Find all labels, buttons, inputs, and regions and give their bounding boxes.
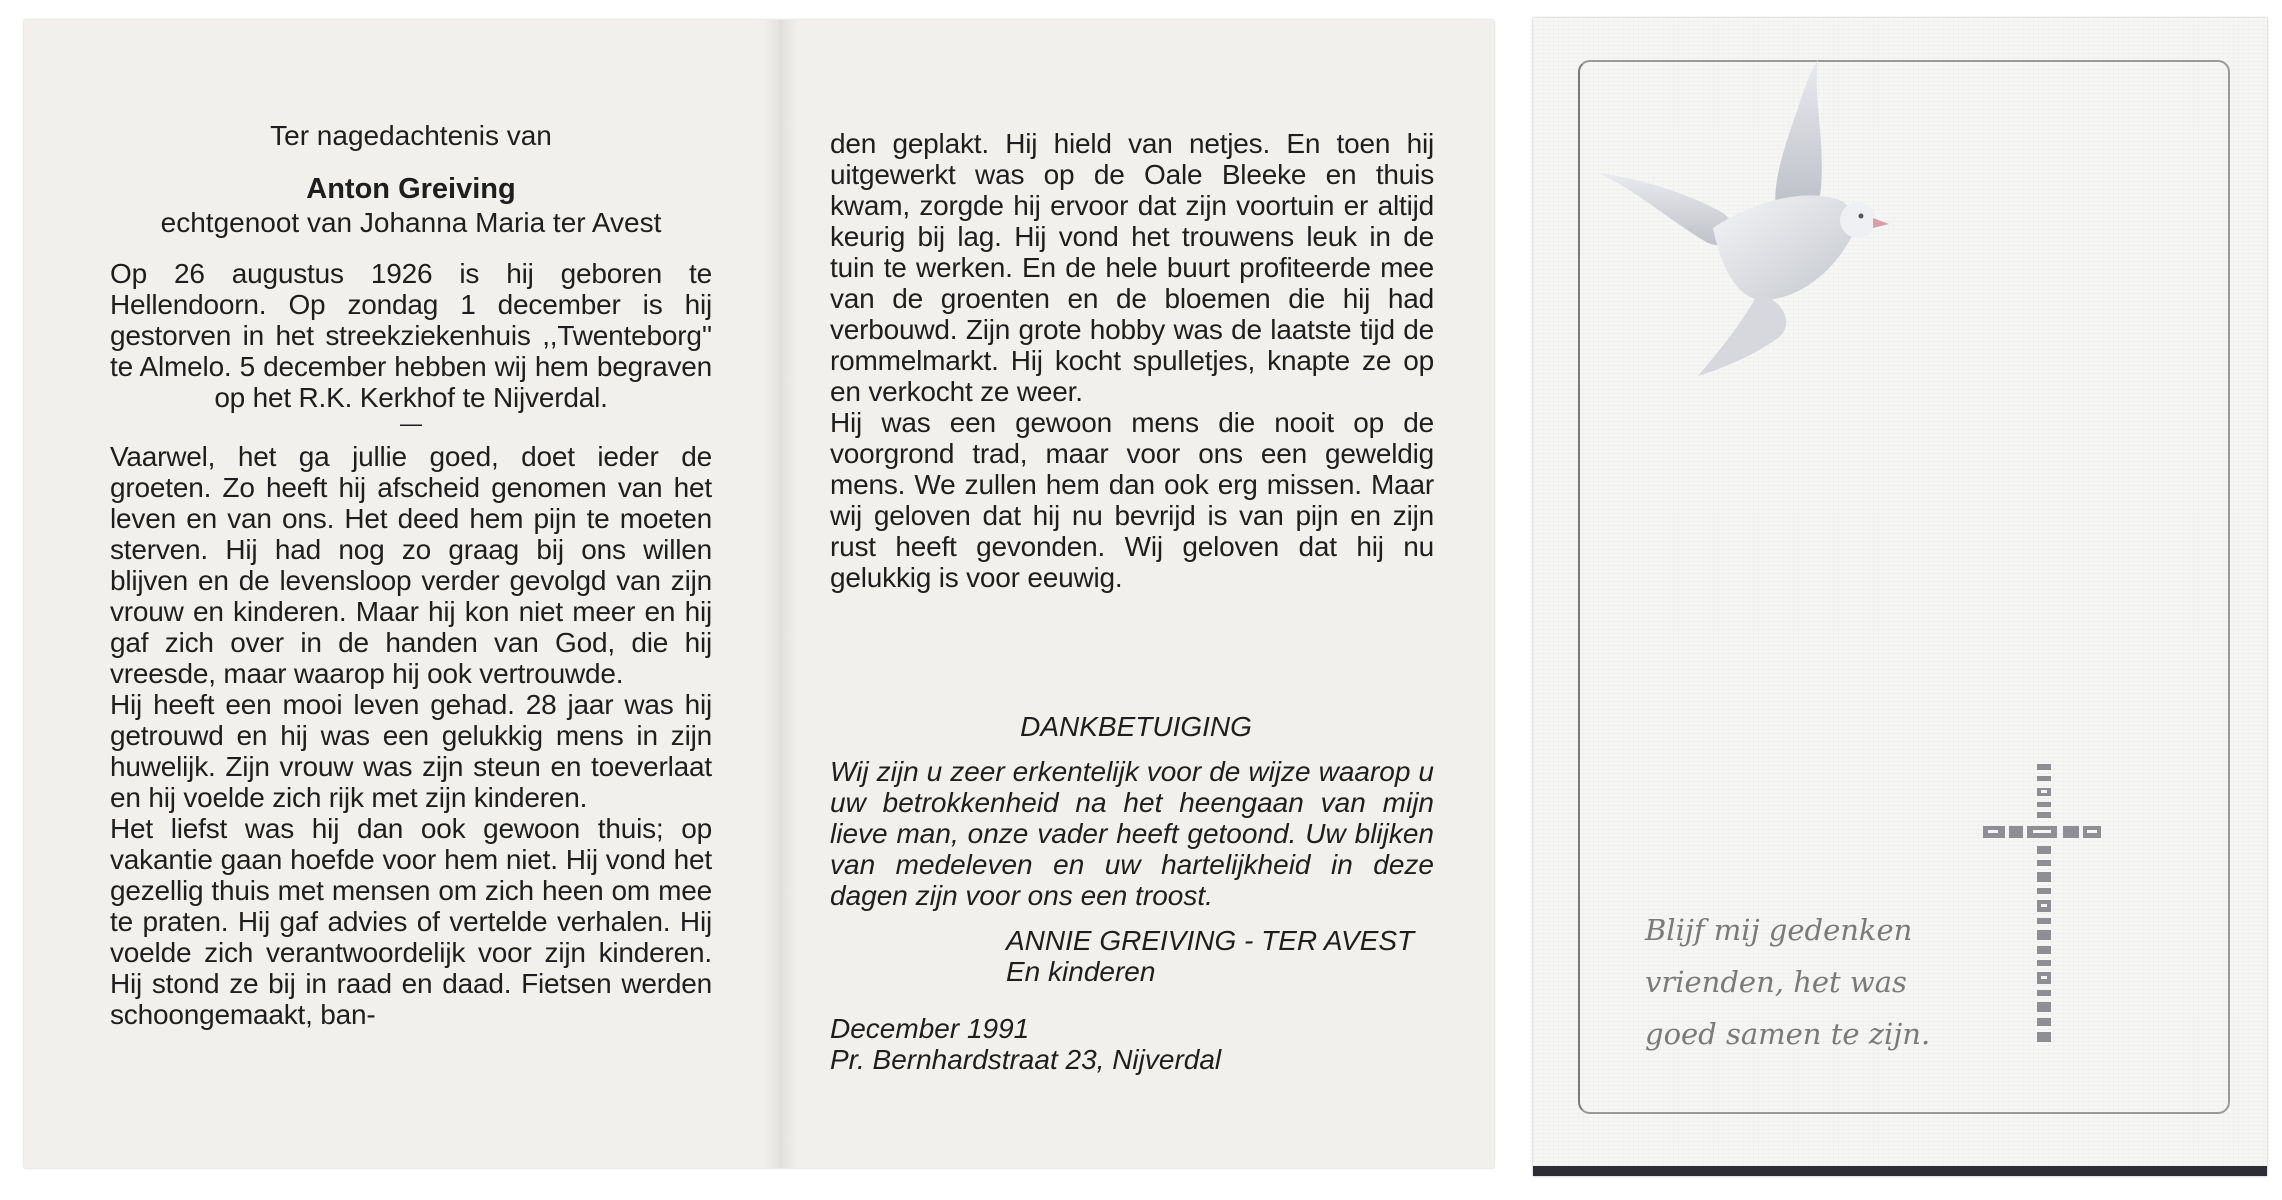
home-paragraph: Het liefst was hij dan ook gewoon thuis; op vakantie gaan hoefde voor hem niet. Hij vond het gezellig thuis met mensen om zich heen om mee te praten. Hij gaf advies of vertelde verhalen. Hij voelde zich verantwoordelijk voor zijn kinderen. Hij stond ze bij in raad en daad. Fietsen werden schoongemaakt, ban- <box>110 813 712 1030</box>
farewell-paragraph: Vaarwel, het ga jullie goed, doet ieder de groeten. Zo heeft hij afscheid genomen van het leven en van ons. Het deed hem pijn te moeten sterven. Hij had nog zo graag bij ons willen blijven en de levensloop verder gevolgd van zijn vrouw en kinderen. Maar hij kon niet meer en hij gaf zich over in de handen van God, die hij vreesde, maar waarop hij ook vertrouwde. <box>110 441 712 689</box>
separator: — <box>400 411 422 436</box>
life-paragraph: Hij heeft een mooi leven gehad. 28 jaar was hij getrouwd en hij was een gelukkig mens in zijn huwelijk. Zijn vrouw was zijn steun en toeverlaat en hij voelde zich rijk met zijn kinderen. <box>110 689 712 813</box>
verse-line-1: Blijf mij gedenken <box>1645 913 1913 947</box>
thanks-title: DANKBETUIGING <box>1020 711 1252 742</box>
signature-family: En kinderen <box>1006 956 1156 987</box>
continued-paragraph: den geplakt. Hij hield van netjes. En toen hij uitgewerkt was op de Oale Bleeke en thuis kwam, zorgde hij ervoor dat zijn voortuin er altijd keurig bij lag. Hij vond het trouwens leuk in de tuin te werken. En de hele buurt profiteerde mee van de groenten en de bloemen die hij had verbouwd. Zijn grote hobby was de laatste tijd de rommelmarkt. Hij kocht spulletjes, knapte ze op en verkocht ze weer. <box>830 128 1434 407</box>
date-address <box>830 1013 1434 1075</box>
birth-paragraph: Op 26 augustus 1926 is hij geboren te Hellendoorn. Op zondag 1 december is hij gestorven in het streekziekenhuis ,,Twenteborg'' te Almelo. 5 december hebben wij hem begraven op het R.K. Kerkhof te Nijverdal. <box>110 258 712 413</box>
deceased-name: Anton Greiving <box>306 173 516 205</box>
right-page <box>830 128 1434 1075</box>
thanks-text: Wij zijn u zeer erkentelijk voor de wijze waarop u uw betrokkenheid na het heengaan van mijn lieve man, onze vader heeft getoond. Uw blijken van medeleven en uw hartelijkheid in deze dagen zijn voor ons een troost. <box>830 756 1434 911</box>
signature <box>1006 925 1434 987</box>
ordinary-paragraph: Hij was een gewoon mens die nooit op de voorgrond trad, maar voor ons een geweldig mens. We zullen hem dan ook erg missen. Maar wij geloven dat hij nu bevrijd is van pijn en zijn rust heeft gevonden. Wij geloven dat hij nu gelukkig is voor eeuwig. <box>830 407 1434 593</box>
address-line: Pr. Bernhardstraat 23, Nijverdal <box>830 1044 1222 1075</box>
verse-line-2: vrienden, het was <box>1645 965 1907 999</box>
spouse-line: echtgenoot van Johanna Maria ter Avest <box>160 207 662 238</box>
cross-icon <box>1983 760 2103 1060</box>
verse <box>1645 904 1965 1060</box>
intro-line: Ter nagedachtenis van <box>270 120 552 151</box>
verse-line-3: goed samen te zijn. <box>1645 1017 1931 1051</box>
left-page <box>110 120 712 1030</box>
card-fold <box>764 20 798 1168</box>
signature-name: ANNIE GREIVING - TER AVEST <box>1006 925 1415 956</box>
dove-icon <box>1593 38 1913 398</box>
inner-card <box>24 20 1494 1168</box>
front-cover <box>1533 18 2267 1176</box>
date-line: December 1991 <box>830 1013 1030 1044</box>
